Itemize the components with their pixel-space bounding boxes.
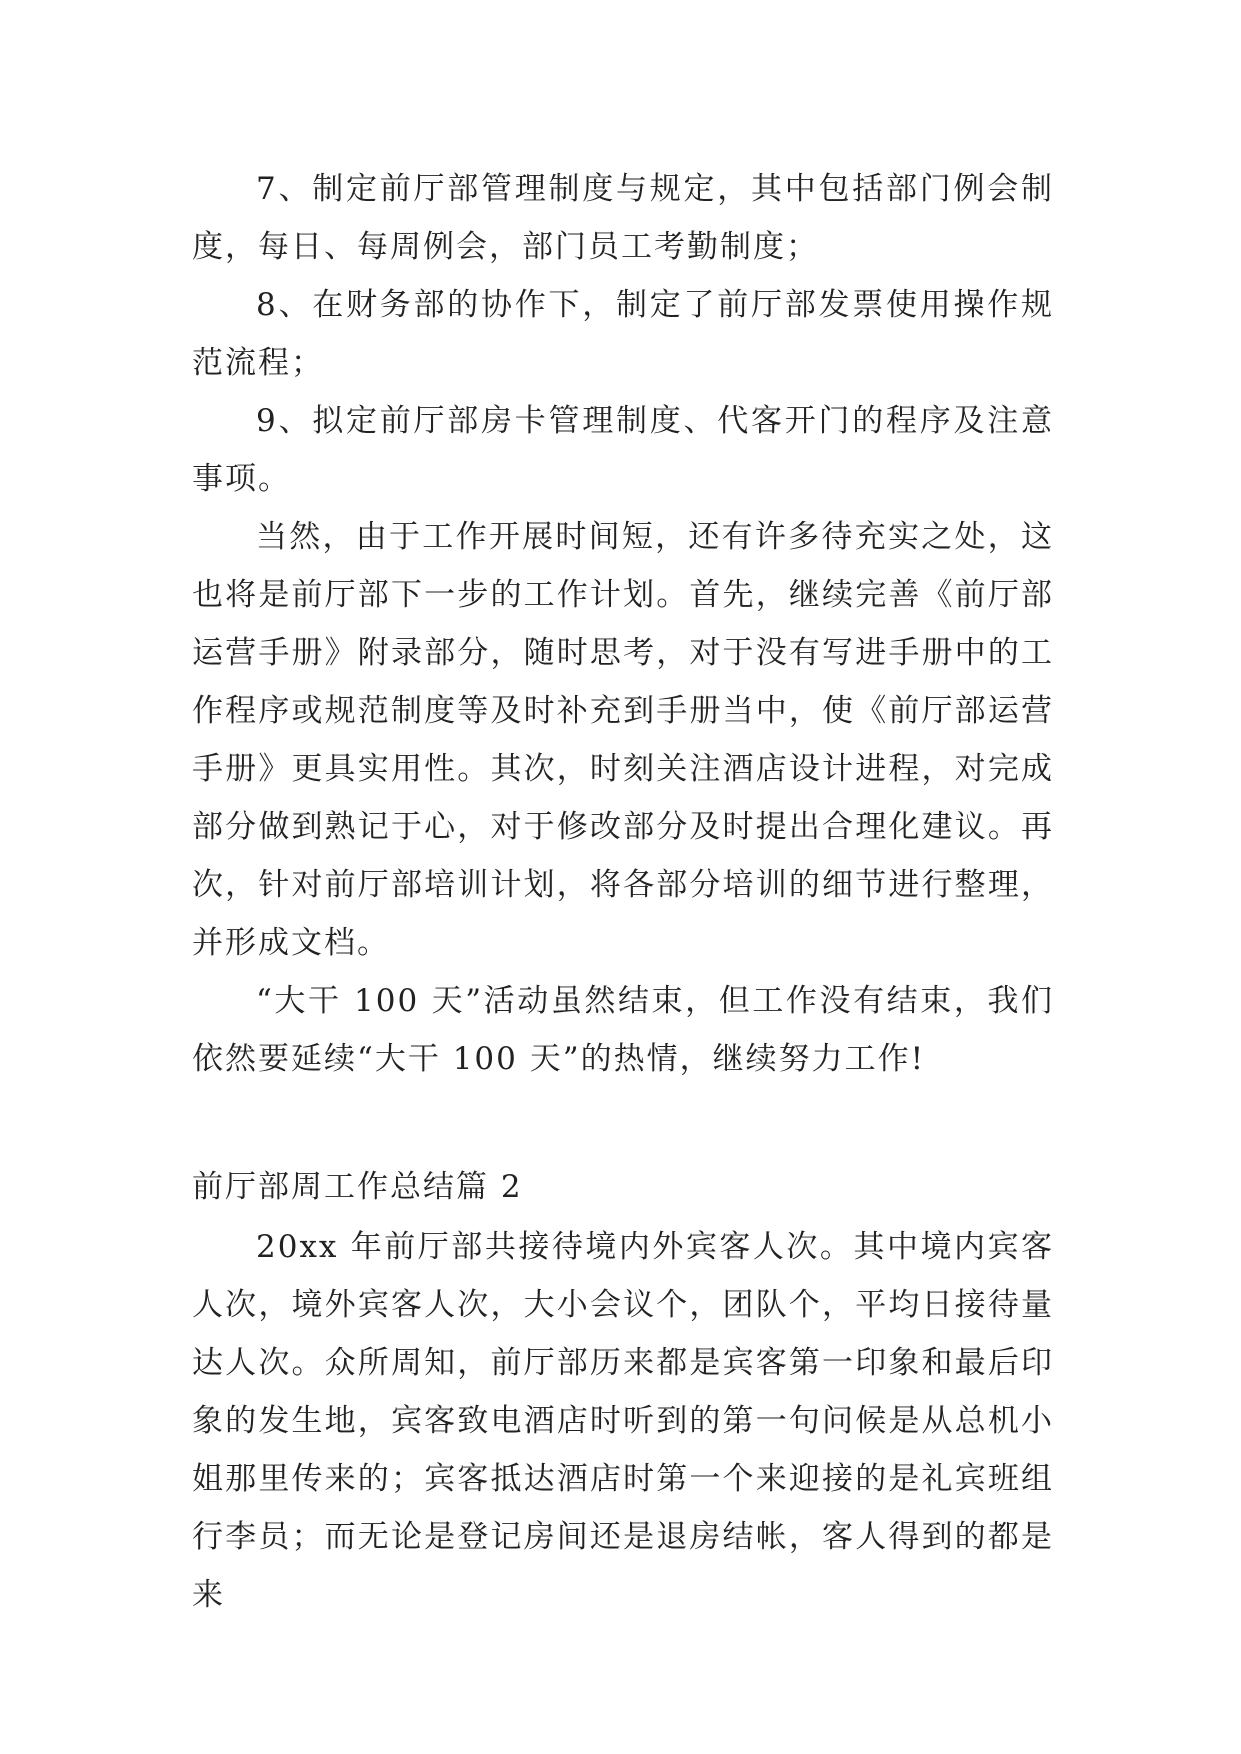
paragraph-item-8: 8、在财务部的协作下，制定了前厅部发票使用操作规范流程；	[192, 287, 1054, 381]
paragraph-item-7: 7、制定前厅部管理制度与规定，其中包括部门例会制度，每日、每周例会，部门员工考勤制度；	[192, 171, 1054, 265]
paragraph-reception-summary: 20xx 年前厅部共接待境内外宾客人次。其中境内宾客人次，境外宾客人次，大小会议个，团队个，平均日接待量达人次。众所周知，前厅部历来都是宾客第一印象和最后印象的发生地，宾客致电酒店时听到的第一句问候是从总机小姐那里传来的；宾客抵达酒店时第一个来迎接的是礼宾班组行李员；而无论是登记房间还是退房结帐，客人得到的都是来	[192, 1229, 1054, 1613]
section-2-heading: 前厅部周工作总结篇 2	[192, 1169, 523, 1205]
paragraph-item-9: 9、拟定前厅部房卡管理制度、代客开门的程序及注意事项。	[192, 403, 1054, 497]
paragraph-work-plan: 当然，由于工作开展时间短，还有许多待充实之处，这也将是前厅部下一步的工作计划。首先，继续完善《前厅部运营手册》附录部分，随时思考，对于没有写进手册中的工作程序或规范制度等及时补充到手册当中，使《前厅部运营手册》更具实用性。其次，时刻关注酒店设计进程，对完成部分做到熟记于心，对于修改部分及时提出合理化建议。再次，针对前厅部培训计划，将各部分培训的细节进行整理，并形成文档。	[192, 519, 1054, 961]
paragraph-closing: “大干 100 天”活动虽然结束，但工作没有结束，我们依然要延续“大干 100 天”的热情，继续努力工作!	[192, 983, 1054, 1077]
section-2-body	[192, 1218, 1054, 1624]
section-1-body	[192, 160, 1054, 1088]
